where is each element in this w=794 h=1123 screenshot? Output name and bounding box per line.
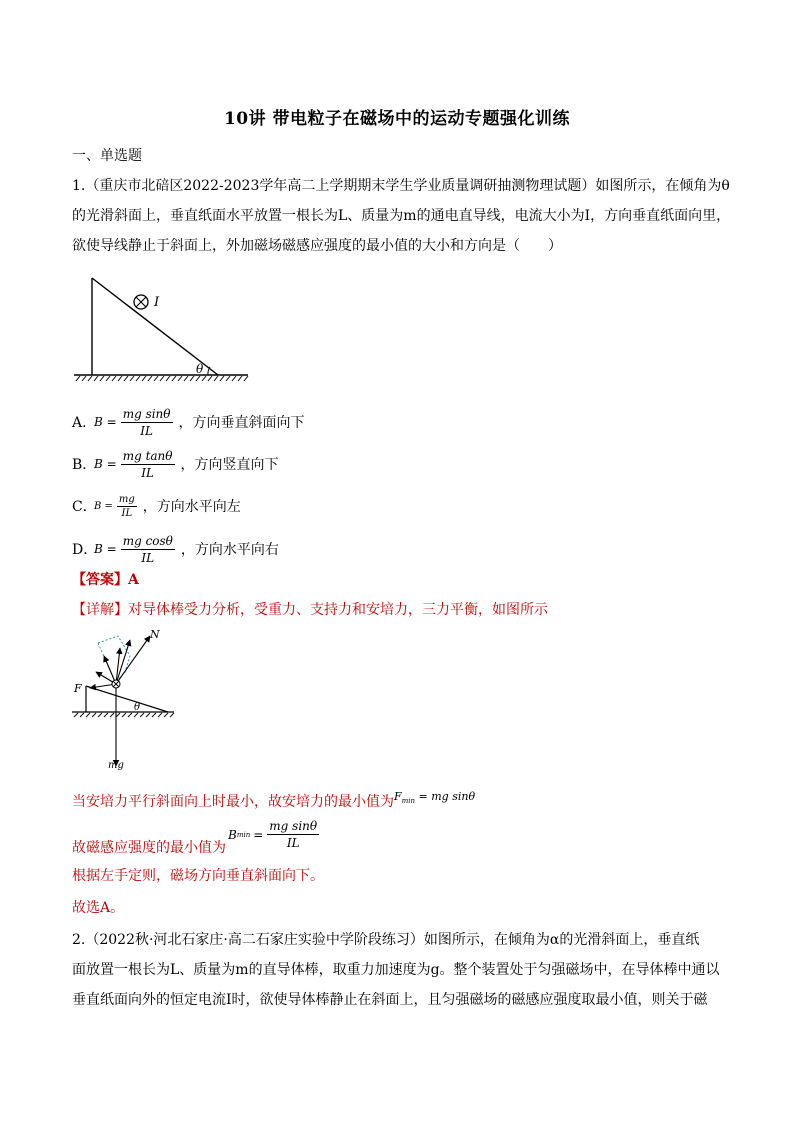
q2-text-line2: 面放置一根长为L、质量为m的直导体棒，取重力加速度为g。整个装置处于匀强磁场中，在导体棒中通以 bbox=[72, 962, 720, 978]
explanation-line3: 根据左手定则，磁场方向垂直斜面向下。 bbox=[72, 868, 324, 884]
q1-text-line1: 1.（重庆市北碚区2022-2023学年高二上学期期末学生学业质量调研抽测物理试题）如图所示，在倾角为θ bbox=[72, 178, 730, 194]
page-title: 10讲 带电粒子在磁场中的运动专题强化训练 bbox=[223, 109, 571, 129]
section-heading: 一、单选题 bbox=[72, 148, 142, 164]
explanation-line1: 当安培力平行斜面向上时最小，故安培力的最小值为$^{F_{min} = mg sin\theta}$ bbox=[72, 790, 476, 810]
angle-label: θ bbox=[196, 362, 204, 376]
q1-text-line3: 欲使导线静止于斜面上，外加磁场磁感应强度的最小值的大小和方向是（ ） bbox=[72, 238, 562, 254]
option-d-formula: B = $\frac{\text{mg cosθ}}{IL}$ bbox=[94, 533, 173, 565]
option-d[interactable]: D． B = $\frac{\text{mg cosθ}}{IL}$ ，方向水平向右 bbox=[72, 533, 279, 565]
q2-text-line1: 2.（2022秋·河北石家庄·高二石家庄实验中学阶段练习）如图所示，在倾角为α的光滑斜面上，垂直纸 bbox=[72, 932, 700, 948]
q1-text-line2: 的光滑斜面上，垂直纸面水平放置一根长为L、质量为m的通电直导线，电流大小为I，方向垂直纸面向里， bbox=[72, 208, 731, 224]
detail-text: 【详解】对导体棒受力分析，受重力、支持力和安培力，三力平衡，如图所示 bbox=[72, 602, 548, 618]
option-b-formula: B = $\frac{\text{mg tanθ}}{IL}$ bbox=[94, 448, 173, 480]
angle-label-2: θ bbox=[134, 702, 141, 713]
f-min-formula: Fmin = mg sinθ bbox=[394, 790, 476, 806]
ampere-force-label: F bbox=[74, 682, 82, 695]
option-c[interactable]: C． B = $\frac{mg}{IL}$ ，方向水平向左 bbox=[72, 493, 241, 519]
explanation-line4: 故选A。 bbox=[72, 900, 125, 916]
explanation-line2: 故磁感应强度的最小值为 bbox=[72, 840, 226, 856]
q1-force-diagram bbox=[68, 626, 180, 772]
current-label: I bbox=[154, 295, 160, 310]
q2-text-line3: 垂直纸面向外的恒定电流I时，欲使导体棒静止在斜面上，且匀强磁场的磁感应强度取最小值，则关于磁 bbox=[72, 992, 708, 1008]
option-a[interactable]: A． B = $\frac{\text{mg sinθ}}{IL}$ ，方向垂直斜面向下 bbox=[72, 406, 305, 438]
normal-force-label: N bbox=[150, 628, 160, 641]
gravity-label: mg bbox=[108, 760, 124, 771]
b-min-formula: B min = $\frac{\text{mg sinθ}}{IL}$ bbox=[228, 819, 318, 850]
answer-label: 【答案】A bbox=[72, 572, 139, 588]
q1-incline-figure bbox=[68, 270, 254, 386]
option-b[interactable]: B． B = $\frac{\text{mg tanθ}}{IL}$ ，方向竖直向下 bbox=[72, 448, 279, 480]
option-a-formula: B = $\frac{\text{mg sinθ}}{IL}$ bbox=[94, 406, 171, 438]
option-c-formula: B = $\frac{mg}{IL}$ bbox=[94, 493, 135, 519]
